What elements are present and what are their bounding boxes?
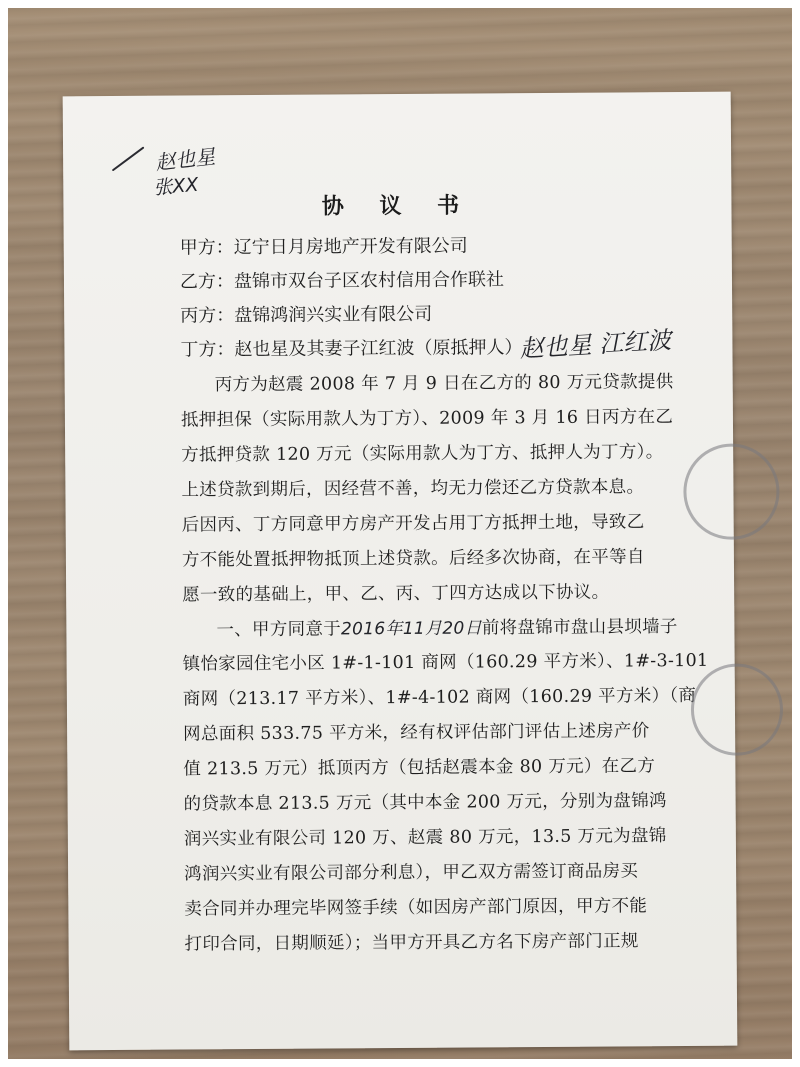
agreement-page xyxy=(63,92,738,1051)
handwritten-signature: 赵也星 江红波 xyxy=(518,326,672,364)
clause-line: 润兴实业有限公司 120 万、赵震 80 万元，13.5 万元为盘锦 xyxy=(183,826,667,850)
clause-line: 卖合同并办理完毕网签手续（如因房产部门原因，甲方不能 xyxy=(184,896,648,920)
stamp-mark xyxy=(683,443,780,540)
party-a: 甲方：辽宁日月房地产开发有限公司 xyxy=(179,235,468,259)
body-line: 上述贷款到期后，因经营不善，均无力偿还乙方贷款本息。 xyxy=(181,477,645,501)
body-line: 后因丙、丁方同意甲方房产开发占用丁方抵押土地，导致乙 xyxy=(181,512,645,536)
pen-stroke-icon xyxy=(111,146,145,172)
clause-line: 网总面积 533.75 平方米，经有权评估部门评估上述房产价 xyxy=(183,721,650,745)
clause-line: 商网（213.17 平方米）、1#-4-102 商网（160.29 平方米）（商 xyxy=(182,685,697,710)
party-c: 丙方：盘锦鸿润兴实业有限公司 xyxy=(180,303,433,327)
clause-line: 鸿润兴实业有限公司部分利息），甲乙双方需签订商品房买 xyxy=(184,861,639,885)
handwritten-name-1: 赵也星 xyxy=(154,144,217,175)
clause-line: 值 213.5 万元）抵顶丙方（包括赵震本金 80 万元）在乙方 xyxy=(183,756,656,780)
party-d: 丁方：赵也星及其妻子江红波（原抵押人） xyxy=(180,337,523,361)
wood-table-background xyxy=(8,8,792,1059)
body-line: 抵押担保（实际用款人为丁方）、2009 年 3 月 16 日丙方在乙 xyxy=(180,407,674,431)
stamp-mark xyxy=(691,663,784,756)
clause-suffix: 前将盘锦市盘山县坝墙子 xyxy=(481,617,678,639)
clause-line: 的贷款本息 213.5 万元（其中本金 200 万元，分别为盘锦鸿 xyxy=(183,791,667,815)
body-line: 丙方为赵震 2008 年 7 月 9 日在乙方的 80 万元贷款提供 xyxy=(214,372,674,396)
clause-prefix: 一、甲方同意于 xyxy=(216,619,342,641)
clause-line: 打印合同，日期顺延）；当甲方开具乙方名下房产部门正规 xyxy=(184,931,639,955)
handwritten-name-2: 张XX xyxy=(152,173,200,200)
clause-line: 镇怡家园住宅小区 1#-1-101 商网（160.29 平方米）、1#-3-101 xyxy=(182,650,709,675)
document-title: 协 议 书 xyxy=(321,192,474,220)
party-b: 乙方：盘锦市双台子区农村信用合作联社 xyxy=(179,269,505,293)
body-line: 愿一致的基础上，甲、乙、丙、丁四方达成以下协议。 xyxy=(182,582,610,606)
handwritten-date: 2016年11月20日 xyxy=(340,618,482,640)
body-line: 方抵押贷款 120 万元（实际用款人为丁方、抵押人为丁方）。 xyxy=(181,442,664,466)
clause-first-line xyxy=(216,612,677,641)
body-line: 方不能处置抵押物抵顶上述贷款。后经多次协商，在平等自 xyxy=(181,547,645,571)
